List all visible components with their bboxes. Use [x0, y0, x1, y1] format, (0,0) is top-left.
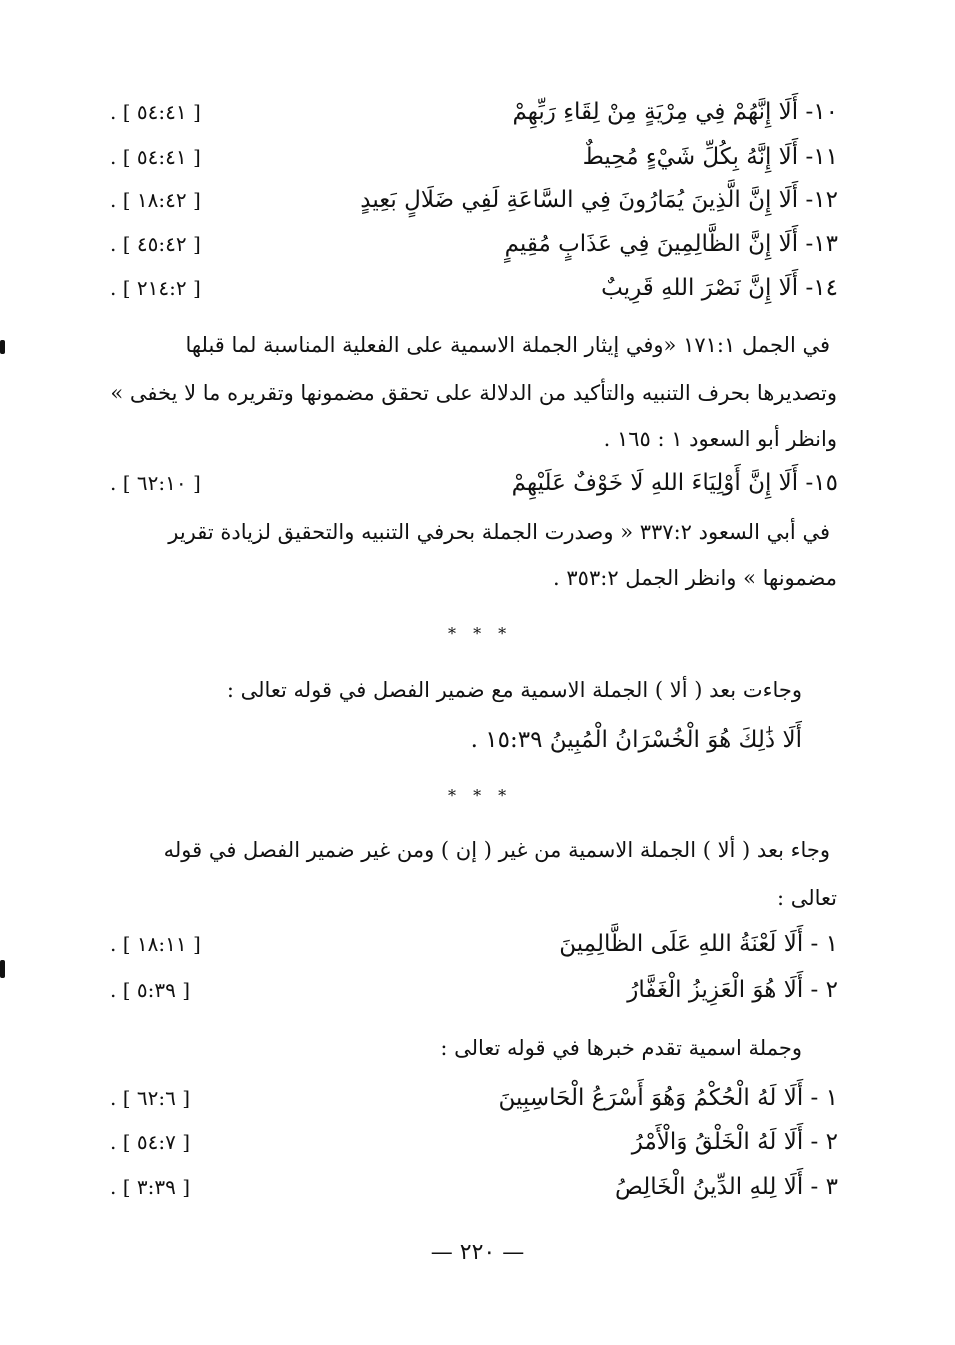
commentary-line: وتصديرها بحرف التنبيه والتأكيد من الدلالة على تحقق مضمونها وتقريره ما لا يخفى » [110, 381, 837, 405]
verse-row [110, 224, 838, 264]
verse-row [110, 1078, 838, 1118]
verse-reference: [ ٥:٣٩ ] . [110, 978, 191, 1002]
verse-text: ١٢- أَلَا إِنَّ الَّذِينَ يُمَارُونَ فِي السَّاعَةِ لَفِي ضَلَالٍ بَعِيدٍ [360, 187, 838, 213]
verse-text: ١ - أَلَا لَعْنَةُ اللهِ عَلَى الظَّالِمِينَ [559, 931, 838, 957]
verse-row [110, 180, 838, 220]
commentary-line: في أبي السعود ٣٣٧:٢ « وصدرت الجملة بحرفي التنبيه والتحقيق لزيادة تقرير [168, 520, 830, 544]
page-number: — ٢٢٠ — [430, 1240, 525, 1265]
scan-mark [0, 960, 5, 978]
verse-reference: [ ٣:٣٩ ] . [110, 1175, 191, 1199]
verse-row [110, 463, 838, 503]
verse-reference: [ ١٨:١١ ] . [110, 932, 201, 956]
verse-reference: [ ٦٢:٦ ] . [110, 1086, 191, 1110]
verse-text: ٣ - أَلَا لِلهِ الدِّينُ الْخَالِصُ [615, 1174, 838, 1200]
verse-text: ١ - أَلَا لَهُ الْحُكْمُ وَهُوَ أَسْرَعُ الْحَاسِبِينَ [498, 1085, 838, 1111]
quoted-verse-line: أَلَا ذَٰلِكَ هُوَ الْخُسْرَانُ الْمُبِينُ ١٥:٣٩ . [470, 727, 802, 753]
verse-reference: [ ٦٢:١٠ ] . [110, 471, 201, 495]
commentary-line: مضمونها » وانظر الجمل ٣٥٣:٢ . [553, 566, 837, 590]
section-separator: * * * [448, 786, 513, 805]
verse-reference: [ ٢١٤:٢ ] . [110, 276, 201, 300]
verse-row [110, 1122, 838, 1162]
verse-reference: [ ٥٤:٧ ] . [110, 1130, 191, 1154]
scan-mark [0, 340, 5, 354]
commentary-line: وانظر أبو السعود ١ : ١٦٥ . [603, 427, 837, 451]
verse-reference: [ ٤٥:٤٢ ] . [110, 232, 201, 256]
verse-text: ٢ - أَلَا هُوَ الْعَزِيزُ الْغَفَّارُ [627, 977, 838, 1003]
verse-row [110, 268, 838, 308]
verse-reference: [ ٥٤:٤١ ] . [110, 145, 201, 169]
verse-text: ٢ - أَلَا لَهُ الْخَلْقُ وَالْأَمْرُ [631, 1129, 838, 1155]
verse-row [110, 92, 838, 132]
commentary-line: وجاءت بعد ( ألا ) الجملة الاسمية مع ضمير الفصل في قوله تعالى : [226, 678, 802, 702]
verse-text: ١٥- أَلَا إِنَّ أَوْلِيَاءَ اللهِ لَا خَوْفٌ عَلَيْهِمْ [511, 470, 838, 496]
commentary-line: في الجمل ١٧١:١ «وفي إيثار الجملة الاسمية على الفعلية المناسبة لما قبلها [185, 333, 830, 357]
verse-text: ١٣- أَلَا إِنَّ الظَّالِمِينَ فِي عَذَابٍ مُقِيمٍ [504, 231, 838, 257]
verse-row [110, 1167, 838, 1207]
verse-text: ١٤- أَلَا إِنَّ نَصْرَ اللهِ قَرِيبٌ [601, 275, 838, 301]
verse-reference: [ ١٨:٤٢ ] . [110, 188, 201, 212]
verse-text: ١١- أَلَا إِنَّهُ بِكُلِّ شَيْءٍ مُحِيطٌ [582, 144, 838, 170]
verse-row [110, 924, 838, 964]
verse-text: ١٠- أَلَا إِنَّهُمْ فِي مِرْيَةٍ مِنْ لِقَاءِ رَبِّهِمْ [512, 99, 838, 125]
verse-row [110, 970, 838, 1010]
verse-row [110, 137, 838, 177]
commentary-line: تعالى : [776, 886, 837, 910]
commentary-line: وجاء بعد ( ألا ) الجملة الاسمية من غير ( إن ) ومن غير ضمير الفصل في قوله [163, 838, 830, 862]
verse-reference: [ ٥٤:٤١ ] . [110, 100, 201, 124]
section-separator: * * * [448, 624, 513, 643]
commentary-line: وجملة اسمية تقدم خبرها في قوله تعالى : [440, 1036, 802, 1060]
